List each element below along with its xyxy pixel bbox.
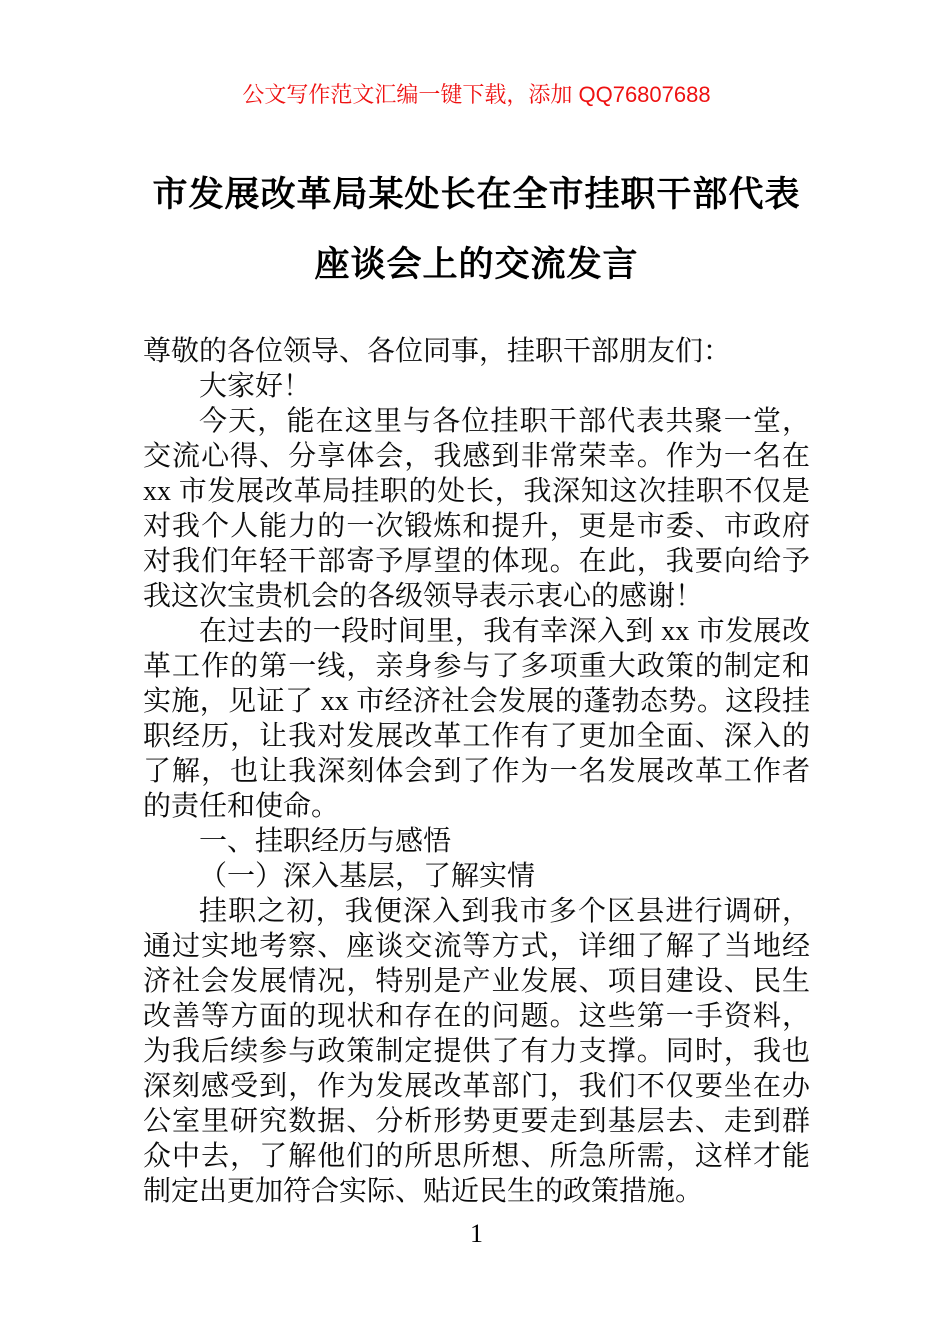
page-footer [143,1219,810,1249]
document-body [143,334,810,1209]
salutation-line: 尊敬的各位领导、各位同事，挂职干部朋友们： [143,336,732,367]
body-paragraph: 在过去的一段时间里，我有幸深入到 xx 市发展改革工作的第一线，亲身参与了多项重大政策的制定和实施，见证了 xx 市经济社会发展的蓬勃态势。这段挂职经历，让我对发展改革工作有了更加全面、深入的了解，也让我深刻体会到了作为一名发展改革工作者的责任和使命。 [143,616,810,822]
document-title: 市发展改革局某处长在全市挂职干部代表座谈会上的交流发言 [152,175,801,284]
section-heading-1: 一、挂职经历与感悟 [199,826,452,857]
greeting-paragraph: 大家好！ [199,371,312,402]
section-heading-1-1: （一）深入基层，了解实情 [199,861,536,892]
body-paragraph: 今天，能在这里与各位挂职干部代表共聚一堂，交流心得、分享体会，我感到非常荣幸。作为一名在 xx 市发展改革局挂职的处长，我深知这次挂职不仅是对我个人能力的一次锻炼和提升，更是市委、市政府对我们年轻干部寄予厚望的体现。在此，我要向给予我这次宝贵机会的各级领导表示衷心的感谢！ [143,406,810,612]
body-paragraph: 挂职之初，我便深入到我市多个区县进行调研，通过实地考察、座谈交流等方式，详细了解了当地经济社会发展情况，特别是产业发展、项目建设、民生改善等方面的现状和存在的问题。这些第一手资料，为我后续参与政策制定提供了有力支撑。同时，我也深刻感受到，作为发展改革部门，我们不仅要坐在办公室里研究数据、分析形势更要走到基层去、走到群众中去，了解他们的所思所想、所急所需，这样才能制定出更加符合实际、贴近民生的政策措施。 [143,896,810,1207]
page-number: 1 [470,1219,483,1248]
promo-notice-text: 公文写作范文汇编一键下载，添加 QQ76807688 [242,82,711,107]
